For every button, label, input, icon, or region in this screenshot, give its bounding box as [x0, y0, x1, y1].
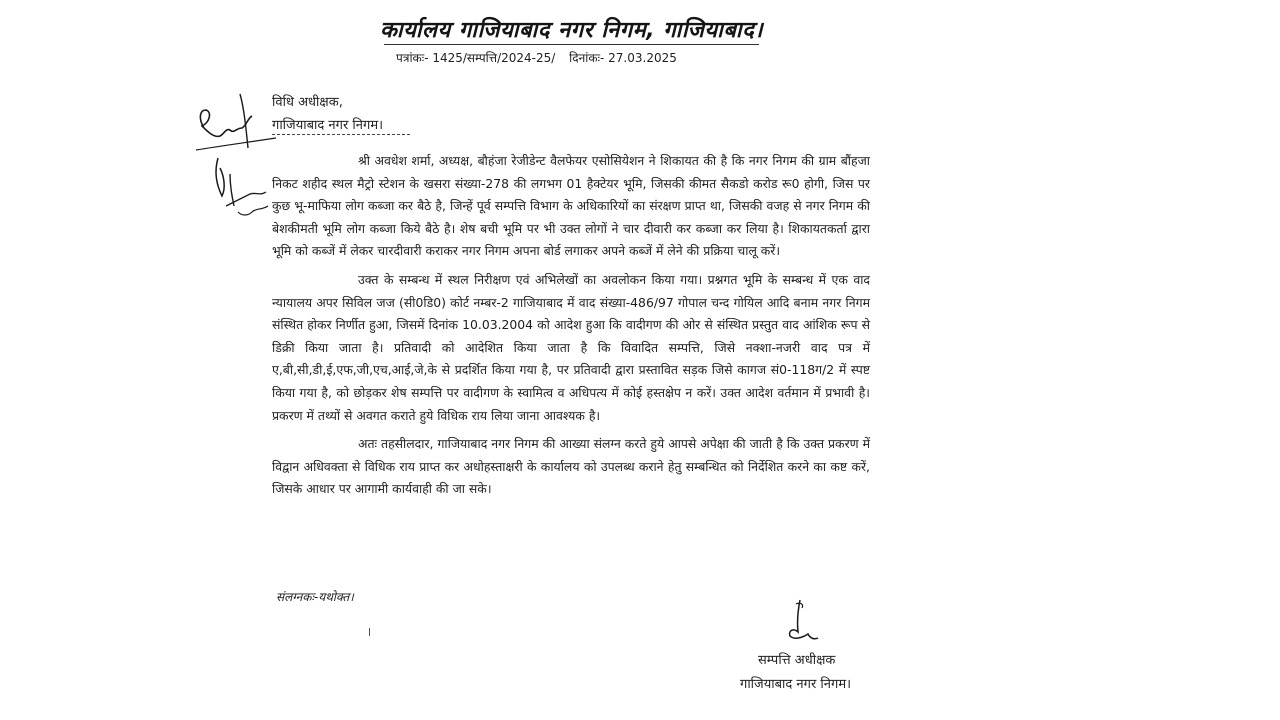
heading-underline — [384, 44, 759, 45]
reference-line — [396, 49, 687, 66]
office-heading: कार्यालय गाजियाबाद नगर निगम, गाजियाबाद। — [380, 18, 764, 43]
recipient-line-1: विधि अधीक्षक, — [272, 95, 343, 110]
signatory-organization: गाजियाबाद नगर निगम। — [740, 677, 852, 692]
margin-mark — [369, 628, 370, 636]
body-paragraph-1: श्री अवधेश शर्मा, अध्यक्ष, बौहंजा रेजीडेन्ट वैलफेयर एसोसियेशन ने शिकायत की है कि नगर निगम की ग्राम बौंहजा निकट शहीद स्थल मैट्रो स्टेशन के खसरा संख्या-278 की लगभग 01 हैक्टेयर भूमि, जिसकी कीमत सैकडो करोड रू0 होगी, जिस पर कुछ भू-माफिया लोग कब्जा कर बैठे है, जिन्हें पूर्व सम्पत्ति विभाग के अधिकारियों का संरक्षण प्राप्त था, जिसकी वजह से नगर निगम की बेशकीमती भूमि लोग कब्जा किये बैठे है। शेष बची भूमि पर भी उक्त लोगों ने चार दीवारी कर कब्जा कर लिया है। शिकायतकर्ता द्वारा भूमि को कब्जें में लेकर चारदीवारी कराकर नगर निगम अपना बोर्ड लगाकर अपने कब्जें में लेने की प्रक्रिया चालू करें। — [272, 153, 870, 259]
letter-body — [272, 150, 870, 507]
dashed-divider — [272, 134, 410, 135]
body-paragraph-3: अतः तहसीलदार, गाजियाबाद नगर निगम की आख्या संलग्न करते हुये आपसे अपेक्षा की जाती है कि उक्त प्रकरण में विद्वान अधिवक्ता से विधिक राय प्राप्त कर अधोहस्ताक्षरी के कार्यालय को उपलब्ध कराने हेतु सम्बन्धित को निर्देशित करने का कष्ट करें, जिसके आधार पर आगामी कार्यवाही की जा सके। — [272, 436, 870, 497]
signature-mark — [780, 598, 820, 646]
attachment-note: संलग्नकः-यथोक्त। — [276, 590, 354, 604]
reference-number: पत्रांकः- 1425/सम्पत्ति/2024-25/ — [396, 51, 556, 65]
handwritten-received-note — [190, 88, 280, 238]
letter-date: दिनांकः- 27.03.2025 — [569, 51, 677, 65]
body-paragraph-2: उक्त के सम्बन्ध में स्थल निरीक्षण एवं अभिलेखों का अवलोकन किया गया। प्रश्नगत भूमि के सम्बन्ध में एक वाद न्यायालय अपर सिविल जज (सी0डि0) कोर्ट नम्बर-2 गाजियाबाद में वाद संख्या-486/97 गोपाल चन्द गोयिल आदि बनाम नगर निगम संस्थित होकर निर्णीत हुआ, जिसमें दिनांक 10.03.2004 को आदेश हुआ कि वादीगण की ओर से संस्थित प्रस्तुत वाद आंशिक रूप से डिक्री किया जाता है। प्रतिवादी को आदेशित किया जाता है कि विवादित सम्पत्ति, जिसे नक्शा-नजरी वाद पत्र में ए,बी,सी,डी,ई,एफ,जी,एच,आई,जे,के से प्रदर्शित किया गया है, पर प्रतिवादी द्वारा प्रस्तावित सड़क जिसे कागज सं0-118ग/2 में स्पष्ट किया गया है, को छोड़कर शेष सम्पत्ति पर वादीगण के स्वामित्व व अधिपत्य में कोई हस्तक्षेप न करें। उक्त आदेश वर्तमान में प्रभावी है। प्रकरण में तथ्यों से अवगत कराते हुये विधिक राय लिया जाना आवश्यक है। — [272, 271, 870, 423]
signatory-title: सम्पत्ति अधीक्षक — [758, 653, 836, 668]
recipient-line-2: गाजियाबाद नगर निगम। — [272, 118, 384, 133]
